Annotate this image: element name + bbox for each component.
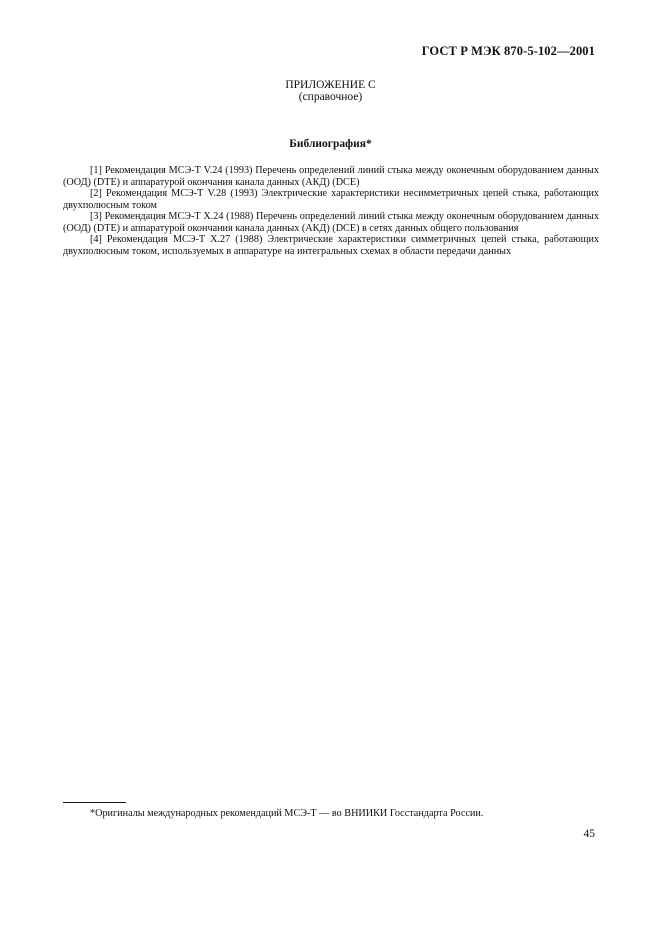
footnote-divider — [63, 802, 126, 803]
bibliography-item: [4] Рекомендация МСЭ-Т Х.27 (1988) Электрические характеристики симметричных цепей стыка, работающих двухполюсным током, используемых в аппаратуре на интегральных схемах в области передачи данных — [63, 234, 599, 257]
bibliography-item: [1] Рекомендация МСЭ-Т V.24 (1993) Перечень определений линий стыка между оконечным оборудованием данных (ООД) (DTE) и аппаратурой окончания канала данных (АКД) (DCE) — [63, 165, 599, 188]
appendix-title: ПРИЛОЖЕНИЕ С — [285, 79, 376, 91]
footnote-text: *Оригиналы международных рекомендаций МСЭ-Т — во ВНИИКИ Госстандарта России. — [90, 808, 484, 819]
standard-code-header: ГОСТ Р МЭК 870-5-102—2001 — [421, 44, 595, 58]
appendix-heading — [0, 79, 661, 103]
bibliography-item: [3] Рекомендация МСЭ-Т Х.24 (1988) Перечень определений линий стыка между оконечным оборудованием данных (ООД) (DTE) и аппаратурой окончания канала данных (АКД) (DCE) в сетях данных общего пользования — [63, 211, 599, 234]
bibliography-title: Библиография* — [289, 138, 372, 150]
appendix-subtitle: (справочное) — [298, 91, 363, 103]
page-number: 45 — [583, 828, 595, 840]
bibliography-list — [63, 165, 599, 257]
bibliography-item: [2] Рекомендация МСЭ-Т V.28 (1993) Электрические характеристики несимметричных цепей стыка, работающих двухполюсным током — [63, 188, 599, 211]
